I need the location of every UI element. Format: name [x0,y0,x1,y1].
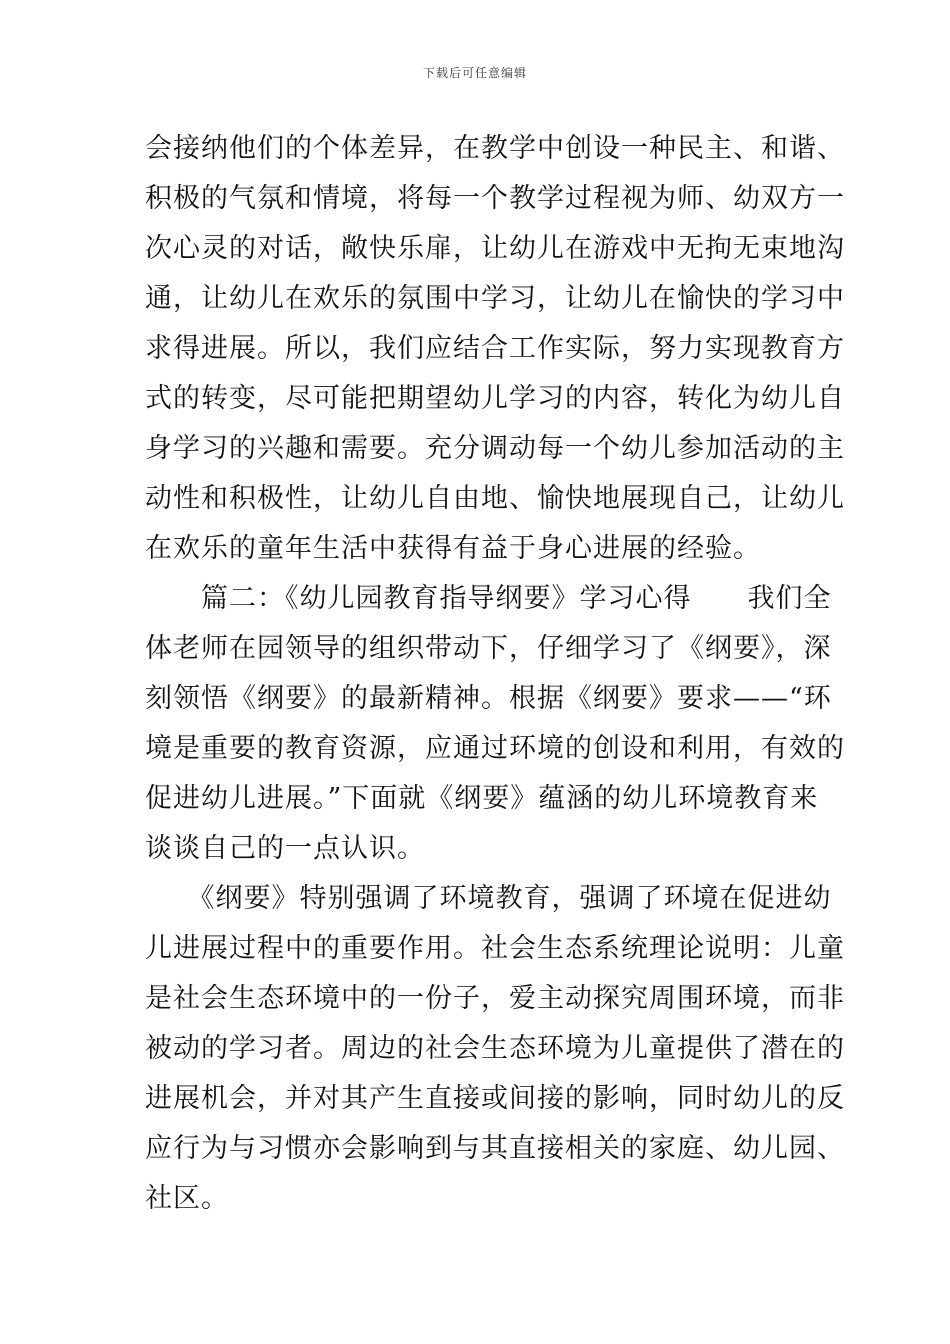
text-line: 求得进展。所以，我们应结合工作实际，努力实现教育方 [145,333,845,364]
text-line: 谈谈自己的一点认识。 [145,833,425,864]
text-line: 儿进展过程中的重要作用。社会生态系统理论说明：儿童 [145,933,845,964]
text-line: 刻领悟《纲要》的最新精神。根据《纲要》要求——“环 [145,683,832,714]
text-line: 应行为与习惯亦会影响到与其直接相关的家庭、幼儿园、 [145,1133,845,1164]
text-line: 通，让幼儿在欢乐的氛围中学习，让幼儿在愉快的学习中 [145,283,845,314]
text-line: 在欢乐的童年生活中获得有益于身心进展的经验。 [145,533,761,564]
text-line: 积极的气氛和情境，将每一个教学过程视为师、幼双方一 [145,183,845,214]
text-line: 式的转变，尽可能把期望幼儿学习的内容，转化为幼儿自 [145,383,845,414]
text-line: 境是重要的教育资源，应通过环境的创设和利用，有效的 [145,733,845,764]
text-line: 进展机会，并对其产生直接或间接的影响，同时幼儿的反 [145,1083,845,1114]
page-header: 下载后可任意编辑 [422,66,527,80]
text-line: 被动的学习者。周边的社会生态环境为儿童提供了潜在的 [145,1033,845,1064]
text-line: 会接纳他们的个体差异，在教学中创设一种民主、和谐、 [145,133,845,164]
text-line: 动性和积极性，让幼儿自由地、愉快地展现自己，让幼儿 [145,483,845,514]
text-line: 是社会生态环境中的一份子，爱主动探究周围环境，而非 [145,983,845,1014]
text-line: 《纲要》特别强调了环境教育，强调了环境在促进幼 [145,883,832,914]
text-line: 促进幼儿进展。”下面就《纲要》蕴涵的幼儿环境教育来 [145,783,819,814]
text-line: 篇二：《幼儿园教育指导纲要》学习心得 我们全 [145,583,832,614]
text-line: 身学习的兴趣和需要。充分调动每一个幼儿参加活动的主 [145,433,845,464]
text-line: 社区。 [145,1183,229,1214]
text-line: 体老师在园领导的组织带动下，仔细学习了《纲要》，深 [145,633,832,664]
text-line: 次心灵的对话，敞快乐扉，让幼儿在游戏中无拘无束地沟 [145,233,845,264]
